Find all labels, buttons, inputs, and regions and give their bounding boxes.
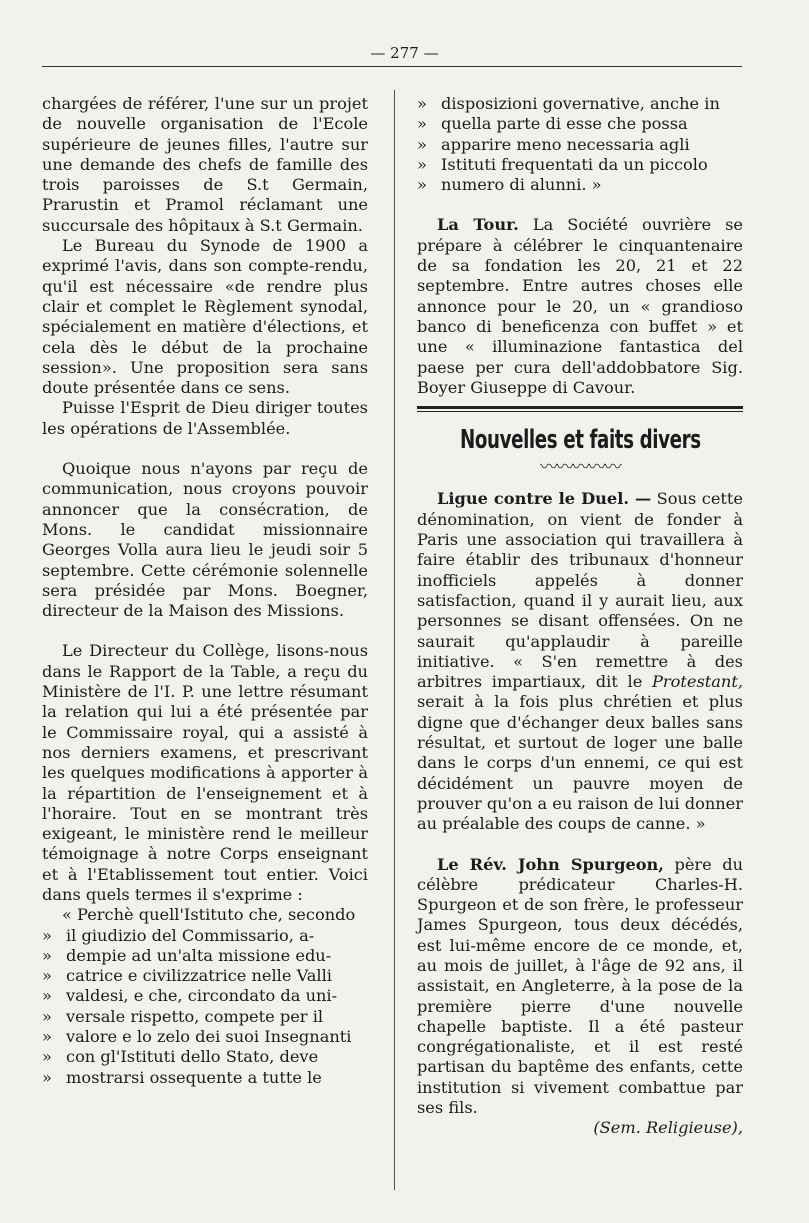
paragraph-prayer: Puisse l'Esprit de Dieu diriger toutes les opérations de l'Assemblée.	[42, 398, 368, 438]
page-number: — 277 —	[370, 44, 439, 62]
paragraph-commissions: chargées de référer, l'une sur un projet de nouvelle organisation de l'Ecole supérieure de jeunes filles, l'autre sur une demande des chefs de famille des trois paroisses de S.t Germain, Prarustin et Pramol réclamant une succursale des hôpitaux à S.t Germain.	[42, 94, 368, 235]
paragraph-lead: La Tour.	[437, 215, 519, 235]
quote-line: » dempie ad un'alta missione edu-	[42, 945, 332, 965]
column-divider	[394, 90, 395, 1190]
paragraph-spurgeon: Le Rév. John Spurgeon, père du célèbre prédicateur Charles-H. Spurgeon et de son frère, le professeur James Spurgeon, tous deux décédés, est lui-même encore de ce monde, et, au mois de juillet, à l'âge de 92 ans, il assistait, en Angleterre, à la pose de la première pierre d'une nouvelle chapelle baptiste. Il a été pasteur congrégationaliste, et il est resté partisan du baptême des enfants, cette institution si vivement combattue par ses fils.	[417, 854, 744, 1118]
quote-opening-line: « Perchè quell'Istituto che, secondo	[62, 905, 356, 925]
ornament-divider: 〰〰〰〰〰	[540, 457, 620, 479]
italian-quote-right	[417, 94, 743, 195]
quote-line: » disposizioni governative, anche in	[417, 94, 720, 113]
quote-line: » catrice e civilizzatrice nelle Valli	[42, 966, 332, 986]
quote-line: » apparire meno necessaria agli	[417, 134, 690, 154]
paragraph-la-tour: La Tour. La Société ouvrière se prépare à célébrer le cinquantenaire de sa fondation les 20, 21 et 22 septembre. Entre autres choses elle annonce pour le 20, un « grandioso banco di beneficenza con buffet » et une « illuminazione fantastica del paese per cura dell'addobbatore Sig. Boyer Giuseppe di Cavour.	[417, 215, 744, 397]
quote-line: » mostrarsi ossequente a tutte le	[42, 1067, 322, 1087]
paragraph-lead: Le Rév. John Spurgeon,	[437, 854, 664, 874]
quote-line: » numero di alunni. »	[417, 175, 602, 195]
quote-line: » versale rispetto, compete per il	[42, 1006, 324, 1026]
right-column	[417, 94, 743, 1139]
italian-quote-left	[42, 926, 368, 1088]
paragraph-college-director: Le Directeur du Collège, lisons-nous dans le Rapport de la Table, a reçu du Ministère de l'I. P. une lettre résumant la relation qui lui a été présentée par le Commissaire royal, qui a assisté à nos derniers examens, et prescrivant les quelques modifications à apporter à la répartition de l'enseignement et à l'horaire. Tout en se montrant très exigeant, le ministère rend le meilleur témoignage à notre Corps enseignant et à l'Etablissement tout entier. Voici dans quels termes il s'exprime :	[42, 641, 368, 904]
quote-line: » Istituti frequentati da un piccolo	[417, 154, 708, 174]
header-rule	[42, 66, 742, 67]
section-rule	[417, 406, 743, 412]
source-citation: (Sem. Religieuse),	[593, 1118, 743, 1138]
paragraph-lead: Ligue contre le Duel. —	[437, 489, 652, 509]
quote-line: » con gl'Istituti dello Stato, deve	[42, 1047, 319, 1067]
paragraph-synod-bureau: Le Bureau du Synode de 1900 a exprimé l'avis, dans son compte-rendu, qu'il est nécessaire «de rendre plus clair et complet le Règlement synodal, spécialement en matière d'élections, et cela dès le début de la prochaine session». Une proposition sera sans doute présentée dans ce sens.	[42, 236, 368, 398]
quote-line: » valore e lo zelo dei suoi Insegnanti	[42, 1027, 352, 1047]
left-column	[42, 94, 368, 1088]
quote-line: » il giudizio del Commissario, a-	[42, 925, 315, 945]
paragraph-duel: Ligue contre le Duel. — Sous cette dénomination, on vient de fonder à Paris une association qui travaillera à faire établir des tribunaux d'honneur inofficiels appelés à donner satisfaction, quand il y aurait lieu, aux personnes se disant offensées. On ne saurait qu'applaudir à pareille initiative. « S'en remettre à des arbitres impartiaux, dit le Protestant, serait à la fois plus chrétien et plus digne que d'échanger deux balles sans résultat, et surtout de loger une balle dans le corps d'un ennemi, ce qui est décidément un pauvre moyen de prouver qu'on a eu raison de lui donner au préalable des coups de canne. »	[417, 489, 743, 834]
section-heading: Nouvelles et faits divers	[459, 425, 701, 456]
paragraph-missionary: Quoique nous n'ayons par reçu de communication, nous croyons pouvoir annoncer que la consécration, de Mons. le candidat missionnaire Georges Volla aura lieu le jeudi soir 5 septembre. Cette cérémonie solennelle sera présidée par Mons. Boegner, directeur de la Maison des Missions.	[42, 459, 368, 621]
quote-line: » quella parte di esse che possa	[417, 114, 688, 134]
quote-line: » valdesi, e che, circondato da uni-	[42, 986, 338, 1006]
